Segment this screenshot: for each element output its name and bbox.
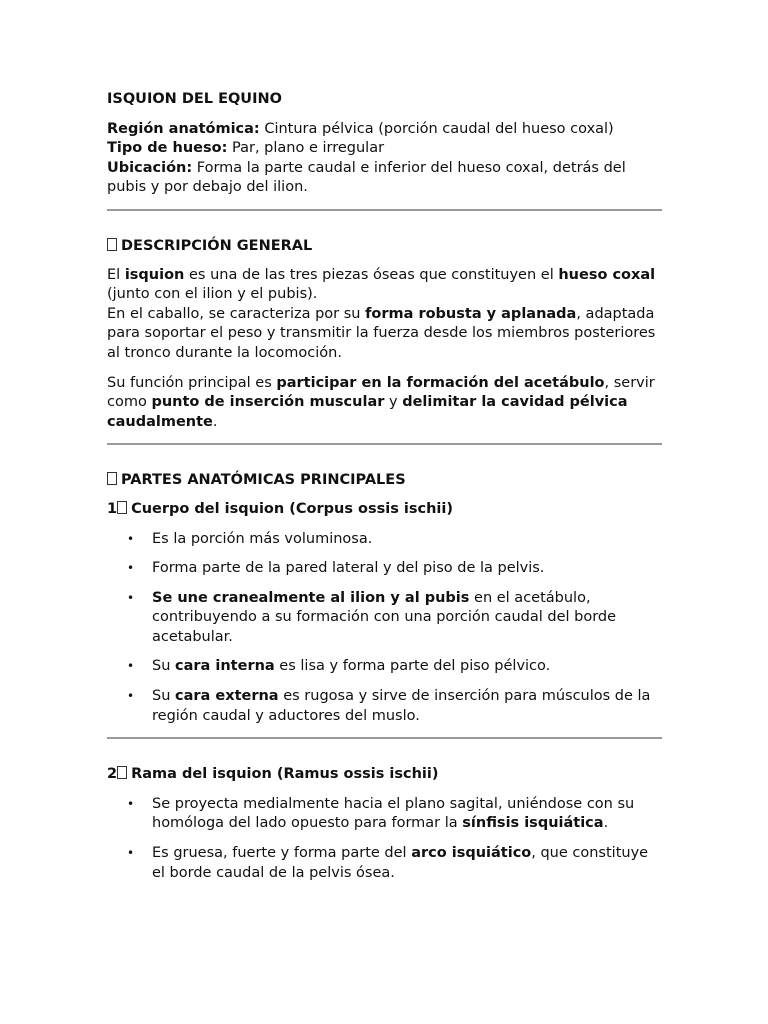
meta-location: [107, 159, 662, 198]
meta-value: Cintura pélvica (porción caudal del hueso coxal): [259, 120, 614, 137]
bold-text: cara interna: [175, 658, 275, 675]
keycap-icon: [117, 766, 127, 779]
section-heading-text: DESCRIPCIÓN GENERAL: [121, 237, 313, 254]
meta-label: Tipo de hueso:: [107, 140, 228, 157]
section-heading-parts: [107, 471, 662, 491]
description-paragraph-3: [107, 374, 662, 433]
meta-block: [107, 120, 662, 198]
bullet-icon: •: [127, 531, 135, 546]
bullet-icon: •: [127, 796, 135, 811]
text-run: , que constituye el borde caudal de la pelvis ósea.: [152, 845, 649, 881]
text-run: Su: [152, 658, 176, 675]
meta-region: [107, 120, 662, 140]
subsection-heading-ramus: [107, 765, 662, 785]
meta-value: Par, plano e irregular: [227, 140, 385, 157]
bold-text: delimitar la cavidad pélvica caudalmente: [107, 394, 628, 430]
text-run: es rugosa y sirve de inserción para músculos de la región caudal y aductores del muslo.: [152, 688, 651, 724]
text-run: es lisa y forma parte del piso pélvico.: [274, 658, 551, 675]
list-item: [107, 589, 662, 648]
section-divider: [107, 209, 662, 211]
bullet-list-body: [107, 530, 662, 727]
subsection-heading-body: [107, 500, 662, 520]
bold-text: isquion: [124, 266, 185, 283]
description-paragraph-2: [107, 305, 662, 364]
list-item: [107, 687, 662, 726]
list-item: [107, 559, 662, 579]
bold-text: cara externa: [175, 688, 279, 705]
text-run: y: [384, 394, 403, 411]
bullet-icon: •: [127, 689, 135, 704]
meta-bone-type: [107, 139, 662, 159]
meta-label: Ubicación:: [107, 159, 193, 176]
text-run: Su: [152, 688, 176, 705]
text-run: (junto con el ilion y el pubis).: [107, 286, 318, 303]
description-paragraph-1: [107, 266, 662, 305]
list-item: [107, 795, 662, 834]
subsection-title: Cuerpo del isquion (Corpus ossis ischii): [131, 500, 453, 517]
bone-icon: [107, 472, 117, 485]
text-run: en el acetábulo, contribuyendo a su formación con una porción caudal del borde acetabular.: [152, 589, 617, 645]
section-heading-description: [107, 237, 662, 257]
document-title: ISQUION DEL EQUINO: [107, 91, 282, 107]
text-run: Forma parte de la pared lateral y del piso de la pelvis.: [152, 560, 545, 577]
text-run: Es gruesa, fuerte y forma parte del: [152, 845, 412, 862]
bold-text: forma robusta y aplanada: [365, 305, 577, 322]
text-run: El: [107, 266, 125, 283]
subsection-title: Rama del isquion (Ramus ossis ischii): [131, 766, 439, 783]
list-item: [107, 657, 662, 677]
text-run: Se proyecta medialmente hacia el plano sagital, uniéndose con su homóloga del lado opuesto para formar la: [152, 795, 635, 832]
text-run: .: [212, 413, 218, 430]
meta-value: Forma la parte caudal e inferior del hueso coxal, detrás del pubis y por debajo del ilion.: [107, 159, 626, 196]
text-run: .: [603, 815, 609, 832]
bold-text: hueso coxal: [558, 266, 656, 283]
bold-text: participar en la formación del acetábulo: [276, 374, 605, 391]
document-icon: [107, 238, 117, 251]
bullet-list-ramus: [107, 795, 662, 883]
meta-label: Región anatómica:: [107, 120, 260, 137]
text-run: Su función principal es: [107, 374, 277, 391]
text-run: , adaptada para soportar el peso y transmitir la fuerza desde los miembros posteriores al tronco durante la locomoción.: [107, 305, 656, 361]
bullet-icon: •: [127, 846, 135, 861]
document-content: [107, 90, 662, 883]
bullet-icon: •: [127, 561, 135, 576]
text-run: Es la porción más voluminosa.: [152, 530, 373, 547]
list-item: [107, 530, 662, 550]
bold-text: sínfisis isquiática: [462, 815, 604, 832]
section-divider: [107, 737, 662, 739]
keycap-icon: [117, 501, 127, 514]
text-run: es una de las tres piezas óseas que constituyen el: [184, 266, 559, 283]
section-divider: [107, 443, 662, 445]
subsection-number: 1: [107, 500, 118, 517]
text-run: En el caballo, se caracteriza por su: [107, 305, 366, 322]
bold-text: punto de inserción muscular: [151, 394, 385, 411]
text-run: , servir como: [107, 374, 655, 411]
bold-text: arco isquiático: [411, 845, 532, 862]
subsection-number: 2: [107, 766, 118, 783]
bullet-icon: •: [127, 590, 135, 605]
bold-text: Se une cranealmente al ilion y al pubis: [152, 589, 470, 606]
list-item: [107, 844, 662, 883]
bullet-icon: •: [127, 659, 135, 674]
section-heading-text: PARTES ANATÓMICAS PRINCIPALES: [121, 472, 406, 489]
